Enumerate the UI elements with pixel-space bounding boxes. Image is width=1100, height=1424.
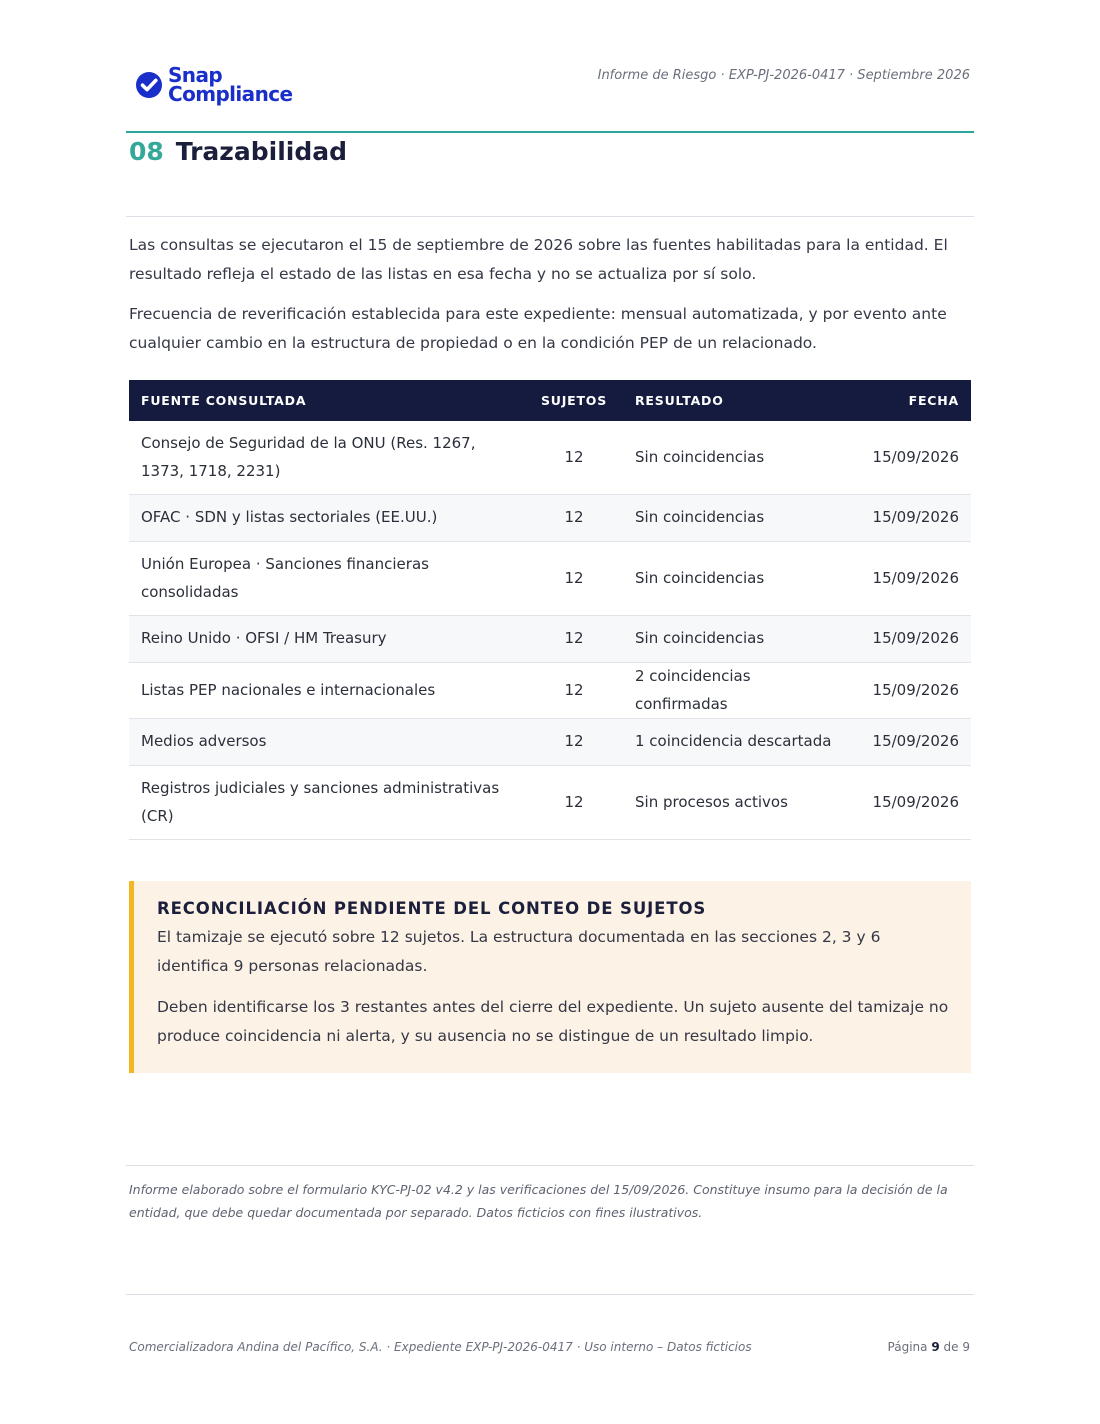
cell-source: OFAC · SDN y listas sectoriales (EE.UU.) bbox=[129, 495, 525, 542]
cell-result: Sin procesos activos bbox=[623, 766, 851, 840]
cell-date: 15/09/2026 bbox=[851, 616, 971, 663]
cell-result: Sin coincidencias bbox=[623, 542, 851, 616]
footer-divider bbox=[126, 1294, 974, 1295]
checkmark-logo-icon bbox=[134, 70, 164, 100]
cell-date: 15/09/2026 bbox=[851, 719, 971, 766]
header-source: FUENTE CONSULTADA bbox=[129, 380, 525, 421]
table-row bbox=[129, 495, 971, 542]
section-heading bbox=[129, 137, 347, 166]
cell-subjects: 12 bbox=[525, 663, 623, 719]
table-row bbox=[129, 421, 971, 495]
cell-date: 15/09/2026 bbox=[851, 495, 971, 542]
cell-subjects: 12 bbox=[525, 766, 623, 840]
page-separator: de bbox=[943, 1340, 959, 1354]
cell-result: Sin coincidencias bbox=[623, 616, 851, 663]
intro-paragraph-1: Las consultas se ejecutaron el 15 de septiembre de 2026 sobre las fuentes habilitadas para la entidad. El resultado refleja el estado de las listas en esa fecha y no se actualiza por sí solo. bbox=[129, 236, 948, 283]
cell-subjects: 12 bbox=[525, 719, 623, 766]
table-row bbox=[129, 616, 971, 663]
cell-subjects: 12 bbox=[525, 495, 623, 542]
cell-date: 15/09/2026 bbox=[851, 766, 971, 840]
header-divider bbox=[126, 131, 974, 133]
header-date: FECHA bbox=[851, 380, 971, 421]
reconciliation-callout bbox=[129, 881, 971, 1073]
note-divider bbox=[126, 1165, 974, 1166]
table-row bbox=[129, 542, 971, 616]
cell-result: Sin coincidencias bbox=[623, 421, 851, 495]
cell-source: Registros judiciales y sanciones administrativas (CR) bbox=[129, 766, 525, 840]
cell-source: Listas PEP nacionales e internacionales bbox=[129, 663, 525, 719]
cell-source: Reino Unido · OFSI / HM Treasury bbox=[129, 616, 525, 663]
page-number bbox=[888, 1340, 970, 1354]
callout-paragraph-2: Deben identificarse los 3 restantes antes del cierre del expediente. Un sujeto ausente del tamizaje no produce coincidencia ni alerta, y su ausencia no se distingue de un resultado limpio. bbox=[157, 998, 949, 1045]
cell-date: 15/09/2026 bbox=[851, 663, 971, 719]
cell-source: Consejo de Seguridad de la ONU (Res. 1267, 1373, 1718, 2231) bbox=[129, 421, 525, 495]
section-number: 08 bbox=[129, 137, 164, 166]
section-divider bbox=[126, 216, 974, 217]
cell-source: Medios adversos bbox=[129, 719, 525, 766]
page-current: 9 bbox=[931, 1340, 940, 1354]
callout-paragraph-1: El tamizaje se ejecutó sobre 12 sujetos. La estructura documentada en las secciones 2, 3 y 6 identifica 9 personas relacionadas. bbox=[157, 928, 881, 975]
logo-text-line1: Snap bbox=[168, 63, 223, 87]
cell-result: 2 coincidencias confirmadas bbox=[623, 663, 851, 719]
report-note: Informe elaborado sobre el formulario KYC-PJ-02 v4.2 y las verificaciones del 15/09/2026. Constituye insumo para la decisión de la entidad, que debe quedar documentada por separado. Datos ficticios con fines ilustrativos. bbox=[129, 1182, 948, 1220]
cell-subjects: 12 bbox=[525, 421, 623, 495]
callout-title: RECONCILIACIÓN PENDIENTE DEL CONTEO DE SUJETOS bbox=[157, 899, 707, 918]
page-prefix: Página bbox=[887, 1340, 928, 1354]
sources-table bbox=[129, 380, 971, 840]
cell-result: 1 coincidencia descartada bbox=[623, 719, 851, 766]
table-header-row bbox=[129, 380, 971, 421]
cell-source: Unión Europea · Sanciones financieras consolidadas bbox=[129, 542, 525, 616]
intro-paragraph-2: Frecuencia de reverificación establecida para este expediente: mensual automatizada, y por evento ante cualquier cambio en la estructura de propiedad o en la condición PEP de un relacionado. bbox=[129, 305, 947, 352]
cell-date: 15/09/2026 bbox=[851, 542, 971, 616]
footer-entity-info: Comercializadora Andina del Pacífico, S.A. · Expediente EXP-PJ-2026-0417 · Uso interno – Datos ficticios bbox=[129, 1340, 752, 1354]
snap-compliance-logo bbox=[134, 63, 293, 106]
report-header-meta: Informe de Riesgo · EXP-PJ-2026-0417 · Septiembre 2026 bbox=[597, 68, 970, 83]
table-row bbox=[129, 663, 971, 719]
cell-subjects: 12 bbox=[525, 616, 623, 663]
cell-result: Sin coincidencias bbox=[623, 495, 851, 542]
table-row bbox=[129, 766, 971, 840]
page-total: 9 bbox=[962, 1340, 970, 1354]
table-row bbox=[129, 719, 971, 766]
section-title: Trazabilidad bbox=[175, 137, 347, 166]
logo-text-line2: Compliance bbox=[168, 82, 293, 106]
cell-date: 15/09/2026 bbox=[851, 421, 971, 495]
cell-subjects: 12 bbox=[525, 542, 623, 616]
header-result: RESULTADO bbox=[623, 380, 851, 421]
header-subjects: SUJETOS bbox=[525, 380, 623, 421]
